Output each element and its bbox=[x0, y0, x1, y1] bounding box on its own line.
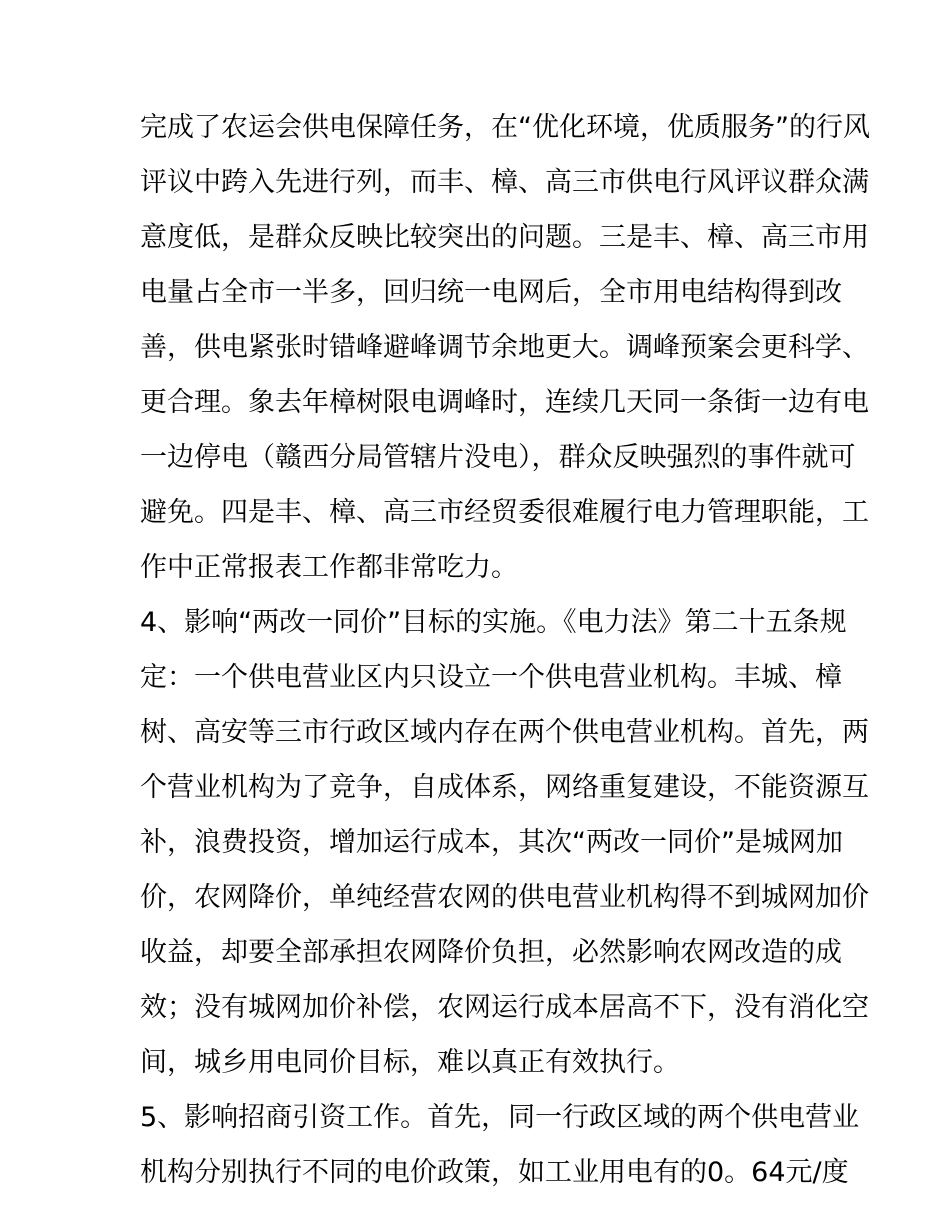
text-line: 价，农网降价，单纯经营农网的供电营业机构得不到城网加价 bbox=[140, 882, 869, 913]
text-line: 5、影响招商引资工作。首先，同一行政区域的两个供电营业 bbox=[140, 1102, 860, 1133]
text-line: 间，城乡用电同价目标，难以真正有效执行。 bbox=[140, 1047, 680, 1078]
text-line: 个营业机构为了竞争，自成体系，网络重复建设，不能资源互 bbox=[140, 772, 869, 803]
text-line: 定：一个供电营业区内只设立一个供电营业机构。丰城、樟 bbox=[140, 662, 842, 693]
text-line: 收益，却要全部承担农网降价负担，必然影响农网改造的成 bbox=[140, 937, 842, 968]
text-line: 作中正常报表工作都非常吃力。 bbox=[140, 552, 518, 583]
text-line: 善，供电紧张时错峰避峰调节余地更大。调峰预案会更科学、 bbox=[140, 332, 869, 363]
text-line: 评议中跨入先进行列，而丰、樟、高三市供电行风评议群众满 bbox=[140, 167, 869, 198]
text-line: 电量占全市一半多，回归统一电网后，全市用电结构得到改 bbox=[140, 277, 842, 308]
text-line: 完成了农运会供电保障任务，在“优化环境，优质服务”的行风 bbox=[140, 112, 870, 143]
text-line: 更合理。象去年樟树限电调峰时，连续几天同一条街一边有电 bbox=[140, 387, 869, 418]
text-line: 树、高安等三市行政区域内存在两个供电营业机构。首先，两 bbox=[140, 717, 869, 748]
text-line: 一边停电（赣西分局管辖片没电），群众反映强烈的事件就可 bbox=[140, 442, 856, 473]
text-line: 意度低，是群众反映比较突出的问题。三是丰、樟、高三市用 bbox=[140, 222, 869, 253]
text-line: 效；没有城网加价补偿，农网运行成本居高不下，没有消化空 bbox=[140, 992, 869, 1023]
text-line: 补，浪费投资，增加运行成本，其次“两改一同价”是城网加 bbox=[140, 827, 843, 858]
text-line: 机构分别执行不同的电价政策，如工业用电有的0。64元/度 bbox=[140, 1157, 849, 1188]
text-line: 避免。四是丰、樟、高三市经贸委很难履行电力管理职能，工 bbox=[140, 497, 869, 528]
text-line: 4、影响“两改一同价”目标的实施。《电力法》第二十五条规 bbox=[140, 607, 847, 638]
